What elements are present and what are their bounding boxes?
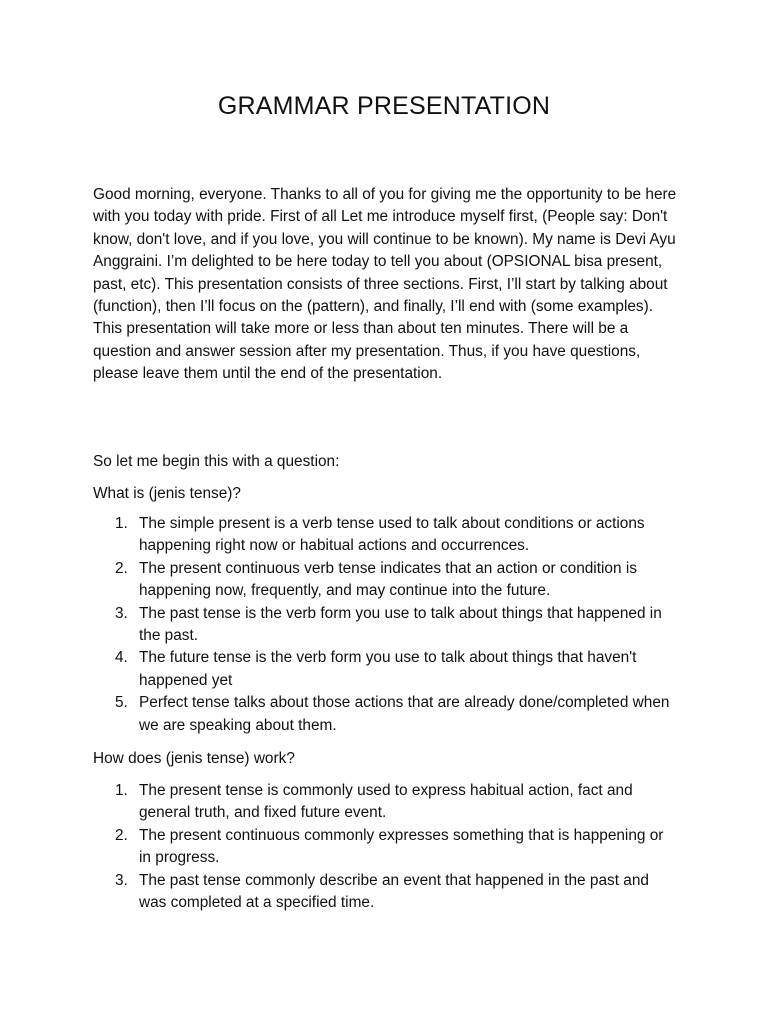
list-item xyxy=(93,825,678,870)
intro-paragraph: Good morning, everyone. Thanks to all of you for giving me the opportunity to be here with you today with pride. First of all Let me introduce myself first, (People say: Don't know, don't love, and if you love, you will continue to be known). My name is Devi Ayu Anggraini. I’m delighted to be here today to tell you about (OPSIONAL bisa present, past, etc). This presentation consists of three sections. First, I’ll start by talking about (function), then I’ll focus on the (pattern), and finally, I’ll end with (some examples). This presentation will take more or less than about ten minutes. There will be a question and answer session after my presentation. Thus, if you have questions, please leave them until the end of the presentation. xyxy=(93,186,677,383)
list-item-number: 2. xyxy=(115,559,128,577)
list-item-text: The past tense is the verb form you use to talk about things that happened in the past. xyxy=(139,604,662,645)
list-item-text: The simple present is a verb tense used to talk about conditions or actions happening right now or habitual actions and occurrences. xyxy=(139,515,645,555)
question-how-does: How does (jenis tense) work? xyxy=(93,750,295,767)
list-item-number: 1. xyxy=(115,782,128,799)
list-item xyxy=(93,647,678,692)
list-item-number: 4. xyxy=(115,649,128,667)
question-what-is: What is (jenis tense)? xyxy=(93,485,241,502)
list-item-text: The present tense is commonly used to express habitual action, fact and general truth, and fixed future event. xyxy=(139,782,633,822)
list-item-text: The present continuous verb tense indicates that an action or condition is happening now, frequently, and may continue into the future. xyxy=(139,559,637,600)
usage-list xyxy=(93,780,678,914)
list-item xyxy=(93,513,678,558)
list-item xyxy=(93,603,678,648)
list-item xyxy=(93,870,678,915)
list-item-text: The future tense is the verb form you use to talk about things that haven't happened yet xyxy=(139,649,637,689)
list-item xyxy=(93,692,678,737)
lead-in-text: So let me begin this with a question: xyxy=(93,453,340,470)
list-item-text: Perfect tense talks about those actions that are already done/completed when we are speaking about them. xyxy=(139,694,670,734)
list-item-number: 3. xyxy=(115,871,128,889)
list-item-text: The past tense commonly describe an event that happened in the past and was completed at a specified time. xyxy=(139,871,649,912)
page-title: GRAMMAR PRESENTATION xyxy=(217,92,551,120)
definition-list xyxy=(93,513,678,737)
list-item-number: 1. xyxy=(115,515,128,532)
list-item xyxy=(93,780,678,825)
list-item-number: 2. xyxy=(115,826,128,844)
list-item-text: The present continuous commonly expresses something that is happening or in progress. xyxy=(139,826,664,867)
list-item xyxy=(93,558,678,603)
list-item-number: 5. xyxy=(115,694,128,712)
list-item-number: 3. xyxy=(115,604,128,622)
